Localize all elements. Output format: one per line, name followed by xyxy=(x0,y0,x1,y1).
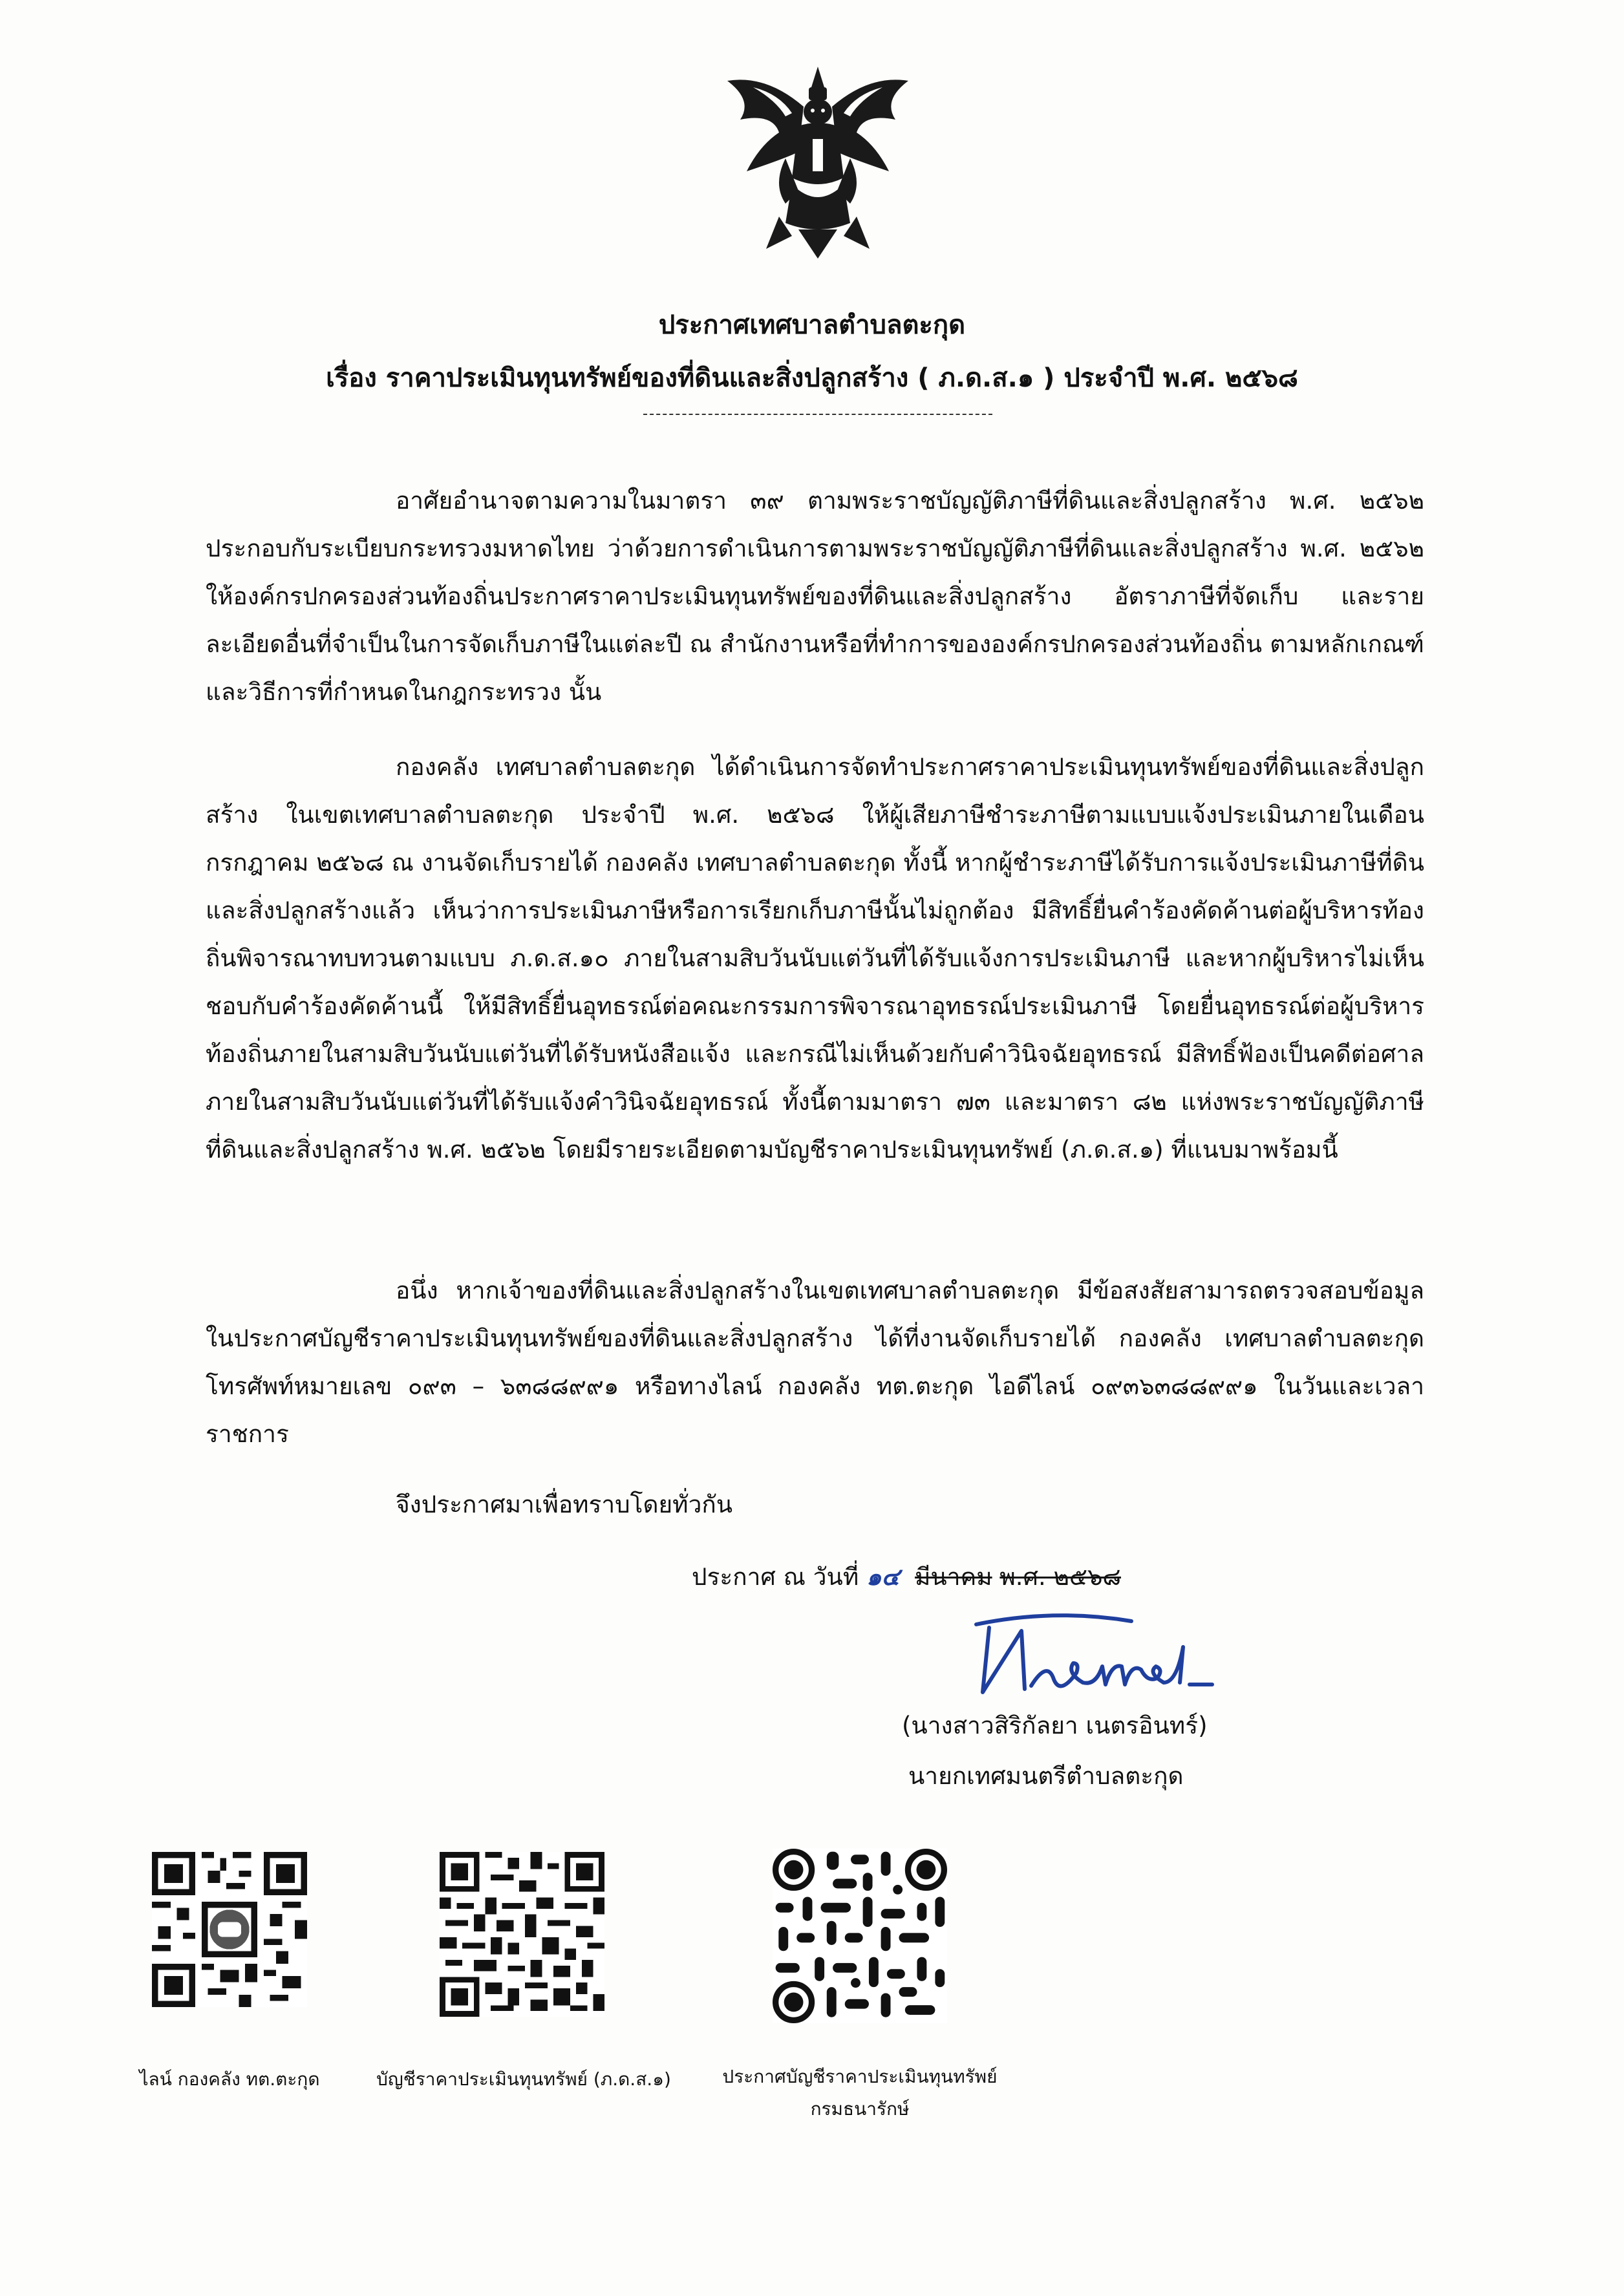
document-title: ประกาศเทศบาลตำบลตะกุด xyxy=(658,310,966,340)
title-separator xyxy=(643,414,992,415)
qr-caption-treasury-line2: กรมธนารักษ์ xyxy=(810,2098,910,2120)
date-prefix: ประกาศ ณ วันที่ xyxy=(692,1563,859,1591)
paragraph-3: อนึ่ง หากเจ้าของที่ดินและสิ่งปลูกสร้างในเขตเทศบาลตำบลตะกุด มีข้อสงสัยสามารถตรวจสอบข้อมูลในประกาศบัญชีราคาประเมินทุนทรัพย์ของที่ดินและสิ่งปลูกสร้าง ได้ที่งานจัดเก็บรายได้ กองคลัง เทศบาลตำบลตะกุด โทรศัพท์หมายเลข ๐๙๓ – ๖๓๘๘๙๙๑ หรือทางไลน์ กองคลัง ทต.ตะกุด ไอดีไลน์ ๐๙๓๖๓๘๘๙๙๑ ในวันและเวลาราชการ xyxy=(206,1277,1424,1448)
qr-caption-treasury-line1: ประกาศบัญชีราคาประเมินทุนทรัพย์ xyxy=(722,2066,998,2087)
signer-name: (นางสาวสิริกัลยา เนตรอินทร์) xyxy=(902,1712,1208,1739)
date-month: มีนาคม xyxy=(915,1563,992,1591)
date-year: พ.ศ. ๒๕๖๘ xyxy=(999,1563,1121,1591)
signer-position: นายกเทศมนตรีตำบลตะกุด xyxy=(908,1762,1184,1790)
date-day: ๑๔ xyxy=(866,1563,900,1591)
qr-code-line xyxy=(152,1852,307,2007)
qr-caption-line: ไลน์ กองคลัง ทต.ตะกุด xyxy=(139,2068,320,2090)
announcement-date xyxy=(692,1558,1121,1596)
garuda-emblem-icon xyxy=(714,61,921,262)
document-subject: เรื่อง ราคาประเมินทุนทรัพย์ของที่ดินและสิ่งปลูกสร้าง ( ภ.ด.ส.๑ ) ประจำปี พ.ศ. ๒๕๖๘ xyxy=(326,363,1298,393)
qr-caption-treasury xyxy=(692,2061,1028,2125)
closing-statement: จึงประกาศมาเพื่อทราบโดยทั่วกัน xyxy=(396,1491,733,1518)
signature-mark xyxy=(970,1602,1248,1705)
qr-caption-assessment-list: บัญชีราคาประเมินทุนทรัพย์ (ภ.ด.ส.๑) xyxy=(376,2068,671,2090)
paragraph-1: อาศัยอำนาจตามความในมาตรา ๓๙ ตามพระราชบัญญัติภาษีที่ดินและสิ่งปลูกสร้าง พ.ศ. ๒๕๖๒ ประกอบกับระเบียบกระทรวงมหาดไทย ว่าด้วยการดำเนินการตามพระราชบัญญัติภาษีที่ดินและสิ่งปลูกสร้าง พ.ศ. ๒๕๖๒ ให้องค์กรปกครองส่วนท้องถิ่นประกาศราคาประเมินทุนทรัพย์ของที่ดินและสิ่งปลูกสร้าง อัตราภาษีที่จัดเก็บ และรายละเอียดอื่นที่จำเป็นในการจัดเก็บภาษีในแต่ละปี ณ สำนักงานหรือที่ทำการขององค์กรปกครองส่วนท้องถิ่น ตามหลักเกณฑ์และวิธีการที่กำหนดในกฎกระทรวง นั้น xyxy=(206,487,1424,706)
qr-code-assessment-list xyxy=(440,1852,604,2017)
qr-code-treasury xyxy=(773,1849,947,2023)
paragraph-2: กองคลัง เทศบาลตำบลตะกุด ได้ดำเนินการจัดทำประกาศราคาประเมินทุนทรัพย์ของที่ดินและสิ่งปลูกสร้าง ในเขตเทศบาลตำบลตะกุด ประจำปี พ.ศ. ๒๕๖๘ ให้ผู้เสียภาษีชำระภาษีตามแบบแจ้งประเมินภายในเดือนกรกฎาคม ๒๕๖๘ ณ งานจัดเก็บรายได้ กองคลัง เทศบาลตำบลตะกุด ทั้งนี้ หากผู้ชำระภาษีได้รับการแจ้งประเมินภาษีที่ดินและสิ่งปลูกสร้างแล้ว เห็นว่าการประเมินภาษีหรือการเรียกเก็บภาษีนั้นไม่ถูกต้อง มีสิทธิ์ยื่นคำร้องคัดค้านต่อผู้บริหารท้องถิ่นพิจารณาทบทวนตามแบบ ภ.ด.ส.๑๐ ภายในสามสิบวันนับแต่วันที่ได้รับแจ้งการประเมินภาษี และหากผู้บริหารไม่เห็นชอบกับคำร้องคัดค้านนี้ ให้มีสิทธิ์ยื่นอุทธรณ์ต่อคณะกรรมการพิจารณาอุทธรณ์ประเมินภาษี โดยยื่นอุทธรณ์ต่อผู้บริหารท้องถิ่นภายในสามสิบวันนับแต่วันที่ได้รับหนังสือแจ้ง และกรณีไม่เห็นด้วยกับคำวินิจฉัยอุทธรณ์ มีสิทธิ์ฟ้องเป็นคดีต่อศาลภายในสามสิบวันนับแต่วันที่ได้รับแจ้งคำวินิจฉัยอุทธรณ์ ทั้งนี้ตามมาตรา ๗๓ และมาตรา ๘๒ แห่งพระราชบัญญัติภาษีที่ดินและสิ่งปลูกสร้าง พ.ศ. ๒๕๖๒ โดยมีรายระเอียดตามบัญชีราคาประเมินทุนทรัพย์ (ภ.ด.ส.๑) ที่แนบมาพร้อมนี้ xyxy=(206,753,1424,1164)
